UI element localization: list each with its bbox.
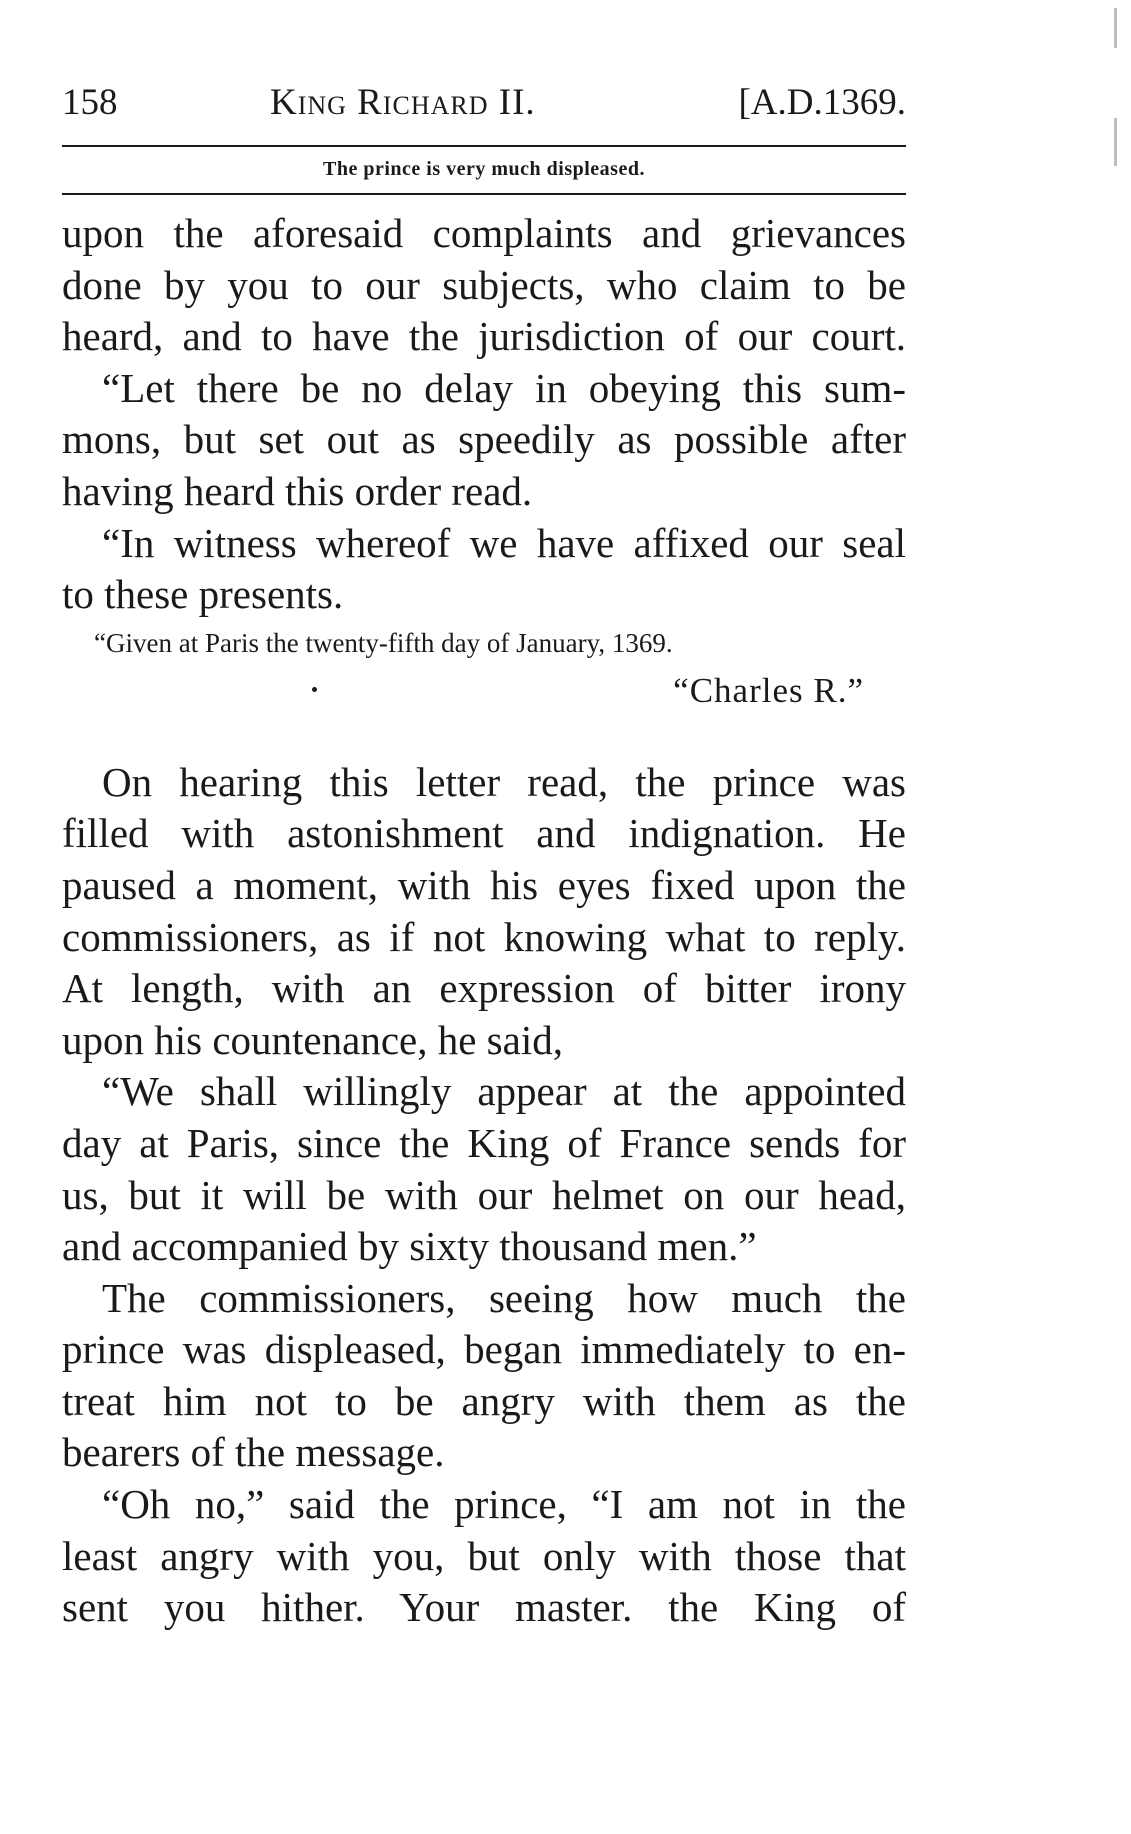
paragraph-gap <box>62 717 906 757</box>
running-title: King Richard II. <box>270 82 536 123</box>
text-line: to these presents. <box>62 571 344 618</box>
text-line: filled with astonishment and indignation. He <box>62 810 906 857</box>
text-line: “In witness whereof we have affixed our seal <box>102 519 906 566</box>
page-header <box>62 78 906 128</box>
text-line: upon his countenance, he said, <box>62 1016 563 1063</box>
text-line: treat him not to be angry with them as the <box>62 1377 906 1424</box>
text-line: sent you hither. Your master. the King of <box>62 1584 906 1631</box>
text-line: prince was displeased, began immediately to en- <box>62 1326 906 1373</box>
text-line: “Charles R.” <box>673 670 864 710</box>
text-line: mons, but set out as speedily as possible after <box>62 416 906 463</box>
text-line: least angry with you, but only with those that <box>62 1532 906 1579</box>
text-line: commissioners, as if not knowing what to reply. <box>62 913 906 960</box>
text-line: “We shall willingly appear at the appointed <box>102 1068 906 1115</box>
text-line: “Let there be no delay in obeying this sum- <box>102 364 906 411</box>
chapter-subheading: The prince is very much displeased. <box>323 158 645 180</box>
text-line: The commissioners, seeing how much the <box>102 1274 906 1321</box>
text-line: and accompanied by sixty thousand men.” <box>62 1223 757 1270</box>
text-line: paused a moment, with his eyes fixed upon the <box>62 861 906 908</box>
body-text <box>62 208 906 1634</box>
text-line: bearers of the message. <box>62 1429 445 1476</box>
header-rule-bottom <box>62 193 906 195</box>
text-line: day at Paris, since the King of France sends for <box>62 1119 906 1166</box>
text-line: having heard this order read. <box>62 467 533 514</box>
ink-speck <box>312 687 317 692</box>
page-edge-mark <box>1114 8 1117 48</box>
page-number: 158 <box>62 82 118 123</box>
header-rule-top <box>62 145 906 147</box>
text-line: “Oh no,” said the prince, “I am not in the <box>102 1481 906 1528</box>
text-line: At length, with an expression of bitter irony <box>62 965 906 1012</box>
text-line: “Given at Paris the twenty-fifth day of January, 1369. <box>94 627 673 658</box>
text-line: On hearing this letter read, the prince was <box>102 758 906 805</box>
page-edge-mark <box>1114 118 1117 166</box>
text-line: us, but it will be with our helmet on our head, <box>62 1171 906 1218</box>
text-line: upon the aforesaid complaints and grievances <box>62 210 906 256</box>
text-line: done by you to our subjects, who claim to be <box>62 261 906 308</box>
text-line: heard, and to have the jurisdiction of our court. <box>62 313 906 360</box>
header-date: [A.D.1369. <box>738 82 906 123</box>
